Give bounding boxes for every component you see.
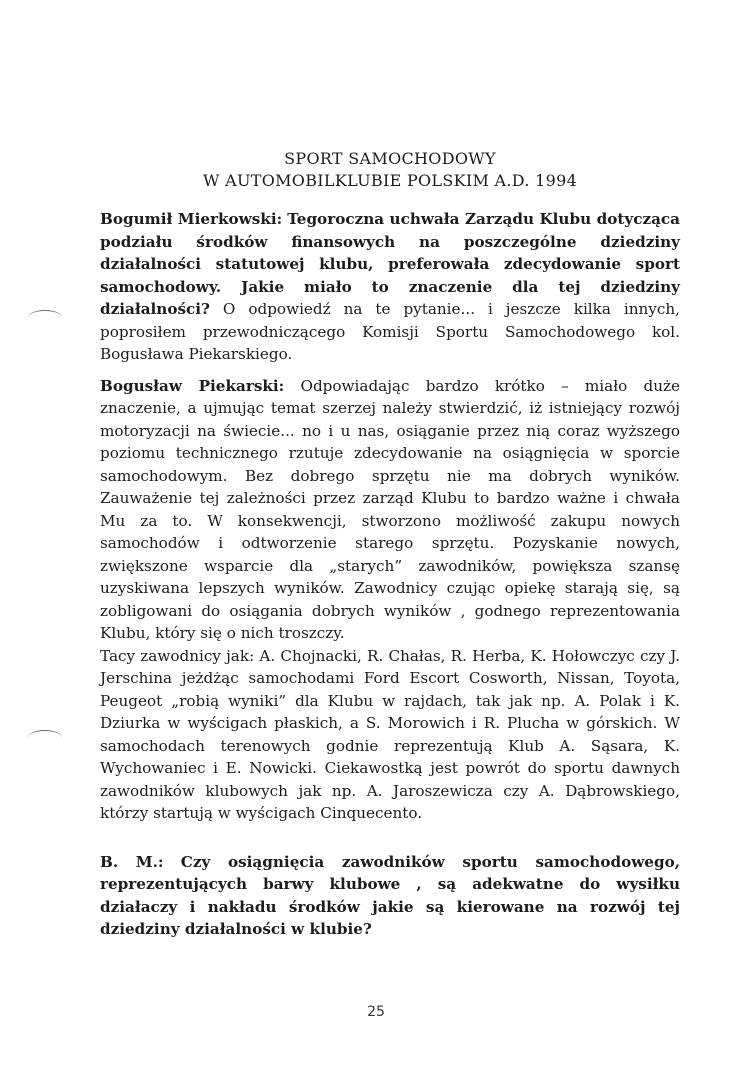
paragraph-text: Tacy zawodnicy jak: A. Chojnacki, R. Chałas, R. Herba, K. Hołowczyc czy J. Jerschina jeżdżąc samochodami Ford Escort Cosworth, Nissan, Toyota, Peugeot „robią wyniki” dla Klubu w rajdach, tak jak np. A. Polak i K. Dziurka w wyścigach płaskich, a S. Morowich i R. Plucha w górskich. W samochodach terenowych godnie reprezentują Klub A. Sąsara, K. Wychowaniec i E. Nowicki. Ciekawostką jest powrót do sportu dawnych zawodników klubowych jak np. A. Jaroszewicza czy A. Dąbrowskiego, którzy startują w wyścigach Cinquecento. xyxy=(100,646,680,822)
interview-answer-1 xyxy=(100,375,680,645)
question-text: Czy osiągnięcia zawodników sportu samochodowego, reprezentujących barwy klubowe , są adekwatne do wysiłku działaczy i nakładu środków jakie są kierowane na rozwój tej dziedziny działalności w klubie? xyxy=(100,852,680,938)
page-number: 25 xyxy=(367,1004,385,1020)
scan-binding-mark xyxy=(28,310,62,325)
question-text: Tegoroczna uchwała Zarządu Klubu dotycząca podziału środków finansowych na poszczególne dziedziny działalności statutowej klubu, preferowała zdecydowanie sport samochodowy. Jakie miało to znaczenie dla tej dziedziny działalności? xyxy=(100,210,680,318)
answer-continuation xyxy=(100,645,680,825)
scan-binding-mark xyxy=(28,730,62,745)
speaker-name: Bogusław Piekarski: xyxy=(100,376,285,395)
title-line-1: SPORT SAMOCHODOWY xyxy=(284,149,496,168)
answer-text: Odpowiadając bardzo krótko – miało duże znaczenie, a ujmując temat szerzej należy stwierdzić, iż istniejący rozwój motoryzacji na świecie... no i u nas, osiąganie przez nią coraz wyższego poziomu technicznego rzutuje zdecydowanie na osiągnięcia w sporcie samochodowym. Bez dobrego sprzętu nie ma dobrych wyników. Zauważenie tej zależności przez zarząd Klubu to bardzo ważne i chwała Mu za to. W konsekwencji, stworzono możliwość zakupu nowych samochodów i odtworzenie starego sprzętu. Pozyskanie nowych, zwiększone wsparcie dla „starych” zawodników, powiększa szansę uzyskiwana lepszych wyników. Zawodnicy czując opiekę starają się, są zobligowani do osiągania dobrych wyników , godnego reprezentowania Klubu, który się o nich troszczy. xyxy=(100,376,680,642)
article-body xyxy=(100,208,680,941)
speaker-name: Bogumił Mierkowski: xyxy=(100,210,283,228)
paragraph-text: O odpowiedź na te pytanie... i jeszcze kilka innych, poprosiłem przewodniczącego Komisji Sportu Samochodowego kol. Bogusława Piekarskiego. xyxy=(100,300,680,363)
title-line-2: W AUTOMOBILKLUBIE POLSKIM A.D. 1994 xyxy=(202,171,578,190)
interview-question-1 xyxy=(100,208,680,366)
speaker-name: B. M.: xyxy=(100,852,164,871)
article-title xyxy=(100,148,680,192)
interview-question-2 xyxy=(100,851,680,941)
